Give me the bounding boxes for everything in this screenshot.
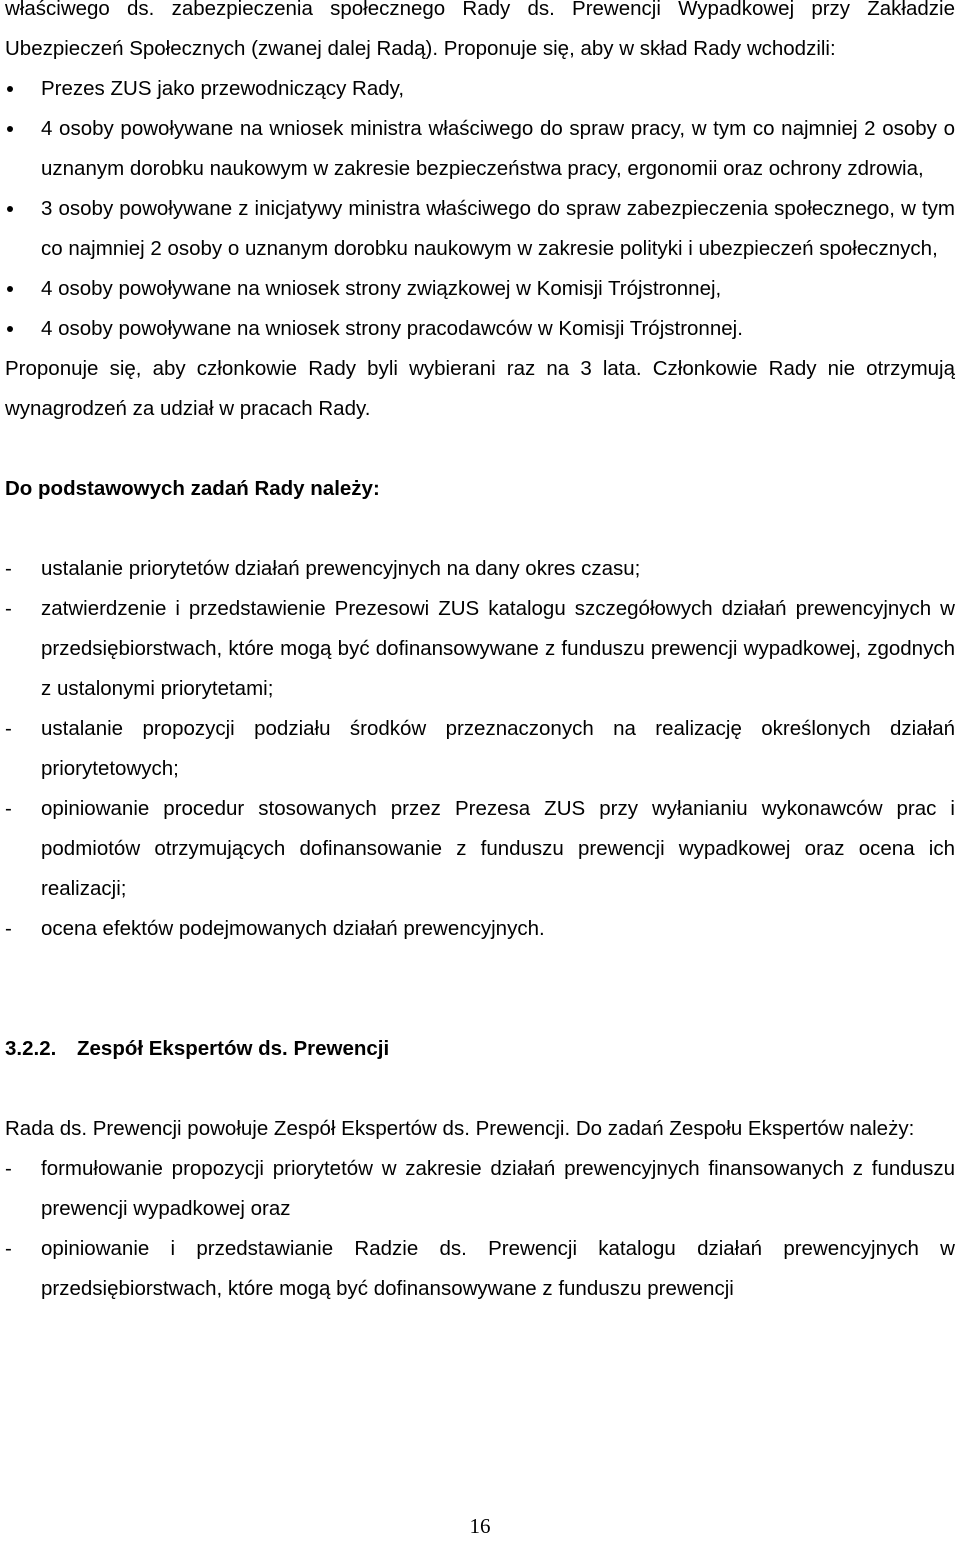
dash-marker: -: [5, 797, 12, 820]
intro-paragraph: właściwego ds. zabezpieczenia społecznego Rady ds. Prewencji Wypadkowej przy Zakładzie Ubezpieczeń Społecznych (zwanej dalej Radą). Proponuje się, aby w skład Rady wchodzili:: [5, 0, 955, 60]
task-text: opiniowanie procedur stosowanych przez Prezesa ZUS przy wyłanianiu wykonawców prac i podmiotów otrzymujących dofinansowanie z funduszu prewencji wypadkowej oraz ocena ich realizacji;: [41, 797, 955, 900]
tasks-list: [5, 549, 955, 949]
dash-marker: -: [5, 597, 12, 620]
list-item: Prezes ZUS jako przewodniczący Rady,: [5, 69, 955, 109]
section-title: Zespół Ekspertów ds. Prewencji: [77, 1037, 390, 1060]
dash-marker: -: [5, 917, 12, 940]
list-item: [5, 909, 955, 949]
list-item: [5, 789, 955, 909]
list-item: [5, 1149, 955, 1229]
dash-marker: -: [5, 717, 12, 740]
list-item: 4 osoby powoływane na wniosek strony pracodawców w Komisji Trójstronnej.: [5, 309, 955, 349]
task-text: ocena efektów podejmowanych działań prewencyjnych.: [41, 917, 545, 940]
task-text: opiniowanie i przedstawianie Radzie ds. Prewencji katalogu działań prewencyjnych w przedsiębiorstwach, które mogą być dofinansowywane z funduszu prewencji: [41, 1237, 955, 1300]
section-heading: [5, 1029, 955, 1069]
task-text: ustalanie propozycji podziału środków przeznaczonych na realizację określonych działań priorytetowych;: [41, 717, 955, 780]
list-item: [5, 589, 955, 709]
list-item: 3 osoby powoływane z inicjatywy ministra właściwego do spraw zabezpieczenia społecznego, w tym co najmniej 2 osoby o uznanym dorobku naukowym w zakresie polityki i ubezpieczeń społecznych,: [5, 189, 955, 269]
task-text: formułowanie propozycji priorytetów w zakresie działań prewencyjnych finansowanych z funduszu prewencji wypadkowej oraz: [41, 1157, 955, 1220]
expert-tasks-list: [5, 1149, 955, 1309]
list-item: 4 osoby powoływane na wniosek ministra właściwego do spraw pracy, w tym co najmniej 2 osoby o uznanym dorobku naukowym w zakresie bezpieczeństwa pracy, ergonomii oraz ochrony zdrowia,: [5, 109, 955, 189]
term-paragraph: Proponuje się, aby członkowie Rady byli wybierani raz na 3 lata. Członkowie Rady nie otrzymują wynagrodzeń za udział w pracach Rady.: [5, 357, 955, 420]
task-text: ustalanie priorytetów działań prewencyjnych na dany okres czasu;: [41, 557, 641, 580]
list-item: [5, 709, 955, 789]
section-number: 3.2.2.: [5, 1037, 57, 1060]
list-item: 4 osoby powoływane na wniosek strony związkowej w Komisji Trójstronnej,: [5, 269, 955, 309]
task-text: zatwierdzenie i przedstawienie Prezesowi ZUS katalogu szczegółowych działań prewencyjnych w przedsiębiorstwach, które mogą być dofinansowywane z funduszu prewencji wypadkowej, zgodnych z ustalonymi priorytetami;: [41, 597, 955, 700]
experts-paragraph: Rada ds. Prewencji powołuje Zespół Ekspertów ds. Prewencji. Do zadań Zespołu Ekspertów należy:: [5, 1117, 915, 1140]
page-number: 16: [469, 1514, 491, 1538]
dash-marker: -: [5, 1157, 12, 1180]
list-item: [5, 1229, 955, 1309]
council-members-list: [5, 69, 955, 349]
document-page: [5, 0, 955, 1309]
list-item: [5, 549, 955, 589]
dash-marker: -: [5, 557, 12, 580]
dash-marker: -: [5, 1237, 12, 1260]
tasks-heading: Do podstawowych zadań Rady należy:: [5, 477, 380, 500]
